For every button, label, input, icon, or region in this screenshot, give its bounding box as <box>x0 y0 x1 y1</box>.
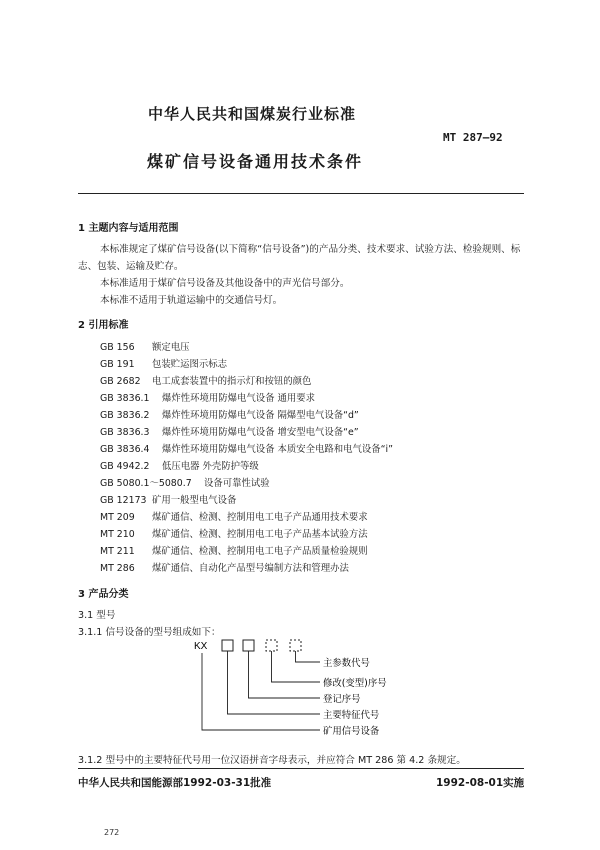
leader-line-registration <box>249 651 321 698</box>
reference-title: 煤矿通信、检测、控制用电工电子产品质量检验规则 <box>152 546 368 557</box>
reference-title: 低压电器 外壳防护等级 <box>162 461 259 472</box>
reference-item <box>100 407 359 421</box>
reference-item <box>100 424 359 438</box>
reference-item <box>100 458 259 472</box>
implementation-date: 1992-08-01实施 <box>436 777 525 789</box>
header-rule <box>78 193 524 194</box>
reference-item <box>100 560 349 574</box>
leader-line-main-parameter <box>296 651 321 662</box>
reference-title: 煤矿通信、检测、控制用电工电子产品基本试验方法 <box>152 529 368 540</box>
reference-code: MT 286 <box>100 563 135 574</box>
reference-code: GB 3836.4 <box>100 444 150 455</box>
industry-standard-heading: 中华人民共和国煤炭行业标准 <box>148 105 357 123</box>
page-number: 272 <box>104 828 120 837</box>
reference-title: 额定电压 <box>152 342 190 353</box>
subsection-3-1-1: 3.1.1 信号设备的型号组成如下： <box>78 627 221 638</box>
code-box-main-parameter <box>290 640 301 651</box>
reference-title: 包装贮运图示标志 <box>152 359 228 370</box>
diagram-label: 主参数代号 <box>323 658 370 669</box>
diagram-label: 矿用信号设备 <box>323 726 380 737</box>
reference-code: GB 156 <box>100 342 135 353</box>
reference-title: 爆炸性环境用防爆电气设备 隔爆型电气设备“d” <box>162 410 359 421</box>
code-box-modification <box>266 640 277 651</box>
subsection-3-1: 3.1 型号 <box>78 610 116 621</box>
reference-code: MT 210 <box>100 529 135 540</box>
approval-line: 中华人民共和国能源部1992-03-31批准 <box>78 777 272 789</box>
section-3-heading: 3 产品分类 <box>78 589 129 600</box>
reference-code: GB 4942.2 <box>100 461 150 472</box>
reference-item <box>100 390 315 404</box>
leader-line-mine-device <box>202 653 320 730</box>
document-title: 煤矿信号设备通用技术条件 <box>147 152 364 171</box>
subsection-3-1-2: 3.1.2 型号中的主要特征代号用一位汉语拼音字母表示，并应符合 MT 286 第 4.2 条规定。 <box>78 755 466 766</box>
reference-code: GB 3836.3 <box>100 427 150 438</box>
reference-item <box>100 492 236 506</box>
section-1-paragraph-1-line-2: 志、包装、运输及贮存。 <box>78 261 184 272</box>
reference-item <box>100 441 393 455</box>
section-2-heading: 2 引用标准 <box>78 320 129 331</box>
reference-title: 煤矿通信、自动化产品型号编制方法和管理办法 <box>152 563 349 574</box>
footer-rule <box>78 768 524 769</box>
leader-line-main-feature <box>228 651 321 714</box>
reference-code: GB 5080.1～5080.7 <box>100 478 192 489</box>
reference-code: MT 209 <box>100 512 135 523</box>
reference-item <box>100 526 368 540</box>
reference-code: GB 3836.1 <box>100 393 150 404</box>
reference-title: 电工成套装置中的指示灯和按钮的颜色 <box>152 376 312 387</box>
reference-item <box>100 356 227 370</box>
standard-code: MT 287—92 <box>443 131 503 144</box>
model-code-diagram <box>190 632 420 742</box>
diagram-label: 主要特征代号 <box>323 710 380 721</box>
reference-item <box>100 509 368 523</box>
reference-item <box>100 339 190 353</box>
section-1-paragraph-1-line-1: 本标准规定了煤矿信号设备(以下简称“信号设备”)的产品分类、技术要求、试验方法、检验规则、标 <box>100 244 521 255</box>
reference-title: 矿用一般型电气设备 <box>152 495 237 506</box>
reference-item <box>100 373 311 387</box>
reference-title: 煤矿通信、检测、控制用电工电子产品通用技术要求 <box>152 512 368 523</box>
diagram-prefix: KX <box>194 641 208 652</box>
reference-title: 设备可靠性试验 <box>204 478 270 489</box>
reference-code: MT 211 <box>100 546 135 557</box>
reference-title: 爆炸性环境用防爆电气设备 通用要求 <box>162 393 315 404</box>
reference-title: 爆炸性环境用防爆电气设备 增安型电气设备“e” <box>162 427 359 438</box>
reference-item <box>100 543 368 557</box>
code-box-registration <box>243 640 254 651</box>
section-1-paragraph-2: 本标准适用于煤矿信号设备及其他设备中的声光信号部分。 <box>100 278 350 289</box>
reference-code: GB 3836.2 <box>100 410 150 421</box>
diagram-label: 修改(变型)序号 <box>323 678 387 689</box>
diagram-label: 登记序号 <box>323 694 361 705</box>
reference-title: 爆炸性环境用防爆电气设备 本质安全电路和电气设备“i” <box>162 444 393 455</box>
code-box-main-feature <box>222 640 233 651</box>
reference-code: GB 2682 <box>100 376 141 387</box>
reference-code: GB 191 <box>100 359 135 370</box>
reference-code: GB 12173 <box>100 495 147 506</box>
section-1-heading: 1 主题内容与适用范围 <box>78 223 179 234</box>
section-1-paragraph-3: 本标准不适用于轨道运输中的交通信号灯。 <box>100 295 283 306</box>
reference-item <box>100 475 270 489</box>
